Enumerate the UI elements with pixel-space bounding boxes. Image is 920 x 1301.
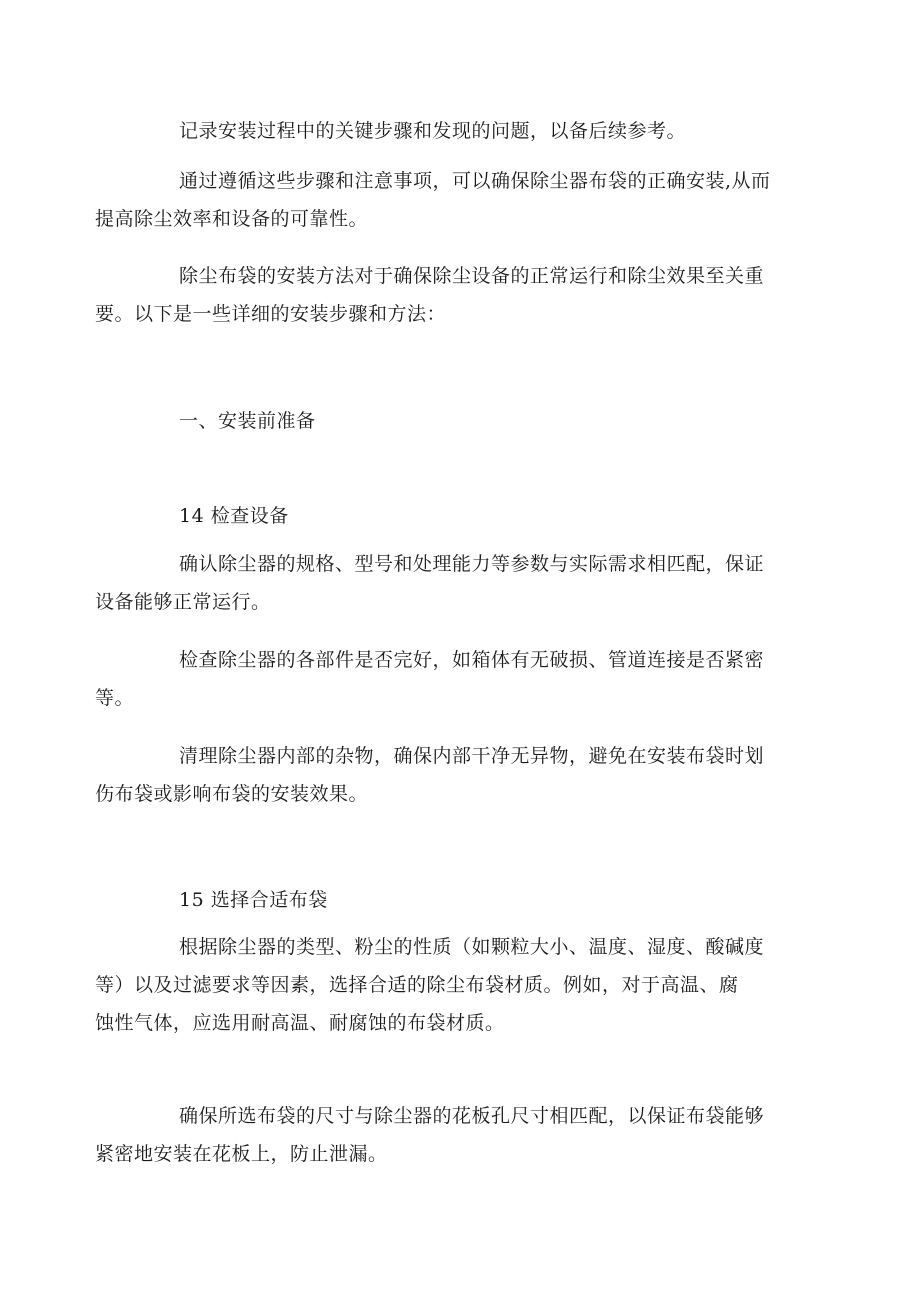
text-line: 确保所选布袋的尺寸与除尘器的花板孔尺寸相匹配，以保证布袋能够	[179, 1105, 765, 1127]
text-line: 根据除尘器的类型、粉尘的性质（如颗粒大小、温度、湿度、酸碱度	[179, 936, 765, 958]
paragraph-record-steps	[137, 112, 797, 150]
paragraph-select-material	[95, 928, 797, 1042]
section-heading-preparation: 一、安装前准备	[179, 410, 316, 432]
text-line: 蚀性气体，应选用耐高温、耐腐蚀的布袋材质。	[95, 1012, 505, 1034]
text-line: 等。	[95, 687, 135, 709]
text-line: 提高除尘效率和设备的可靠性。	[95, 208, 369, 230]
paragraph-clean-interior	[95, 737, 797, 813]
text-line: 等）以及过滤要求等因素，选择合适的除尘布袋材质。例如，对于高温、腐	[95, 974, 739, 996]
text-line: 检查除尘器的各部件是否完好，如箱体有无破损、管道连接是否紧密	[179, 649, 765, 671]
paragraph-install-method-intro	[95, 257, 797, 333]
subsection-heading-select-bag: 15 选择合适布袋	[179, 889, 328, 911]
text-line: 设备能够正常运行。	[95, 591, 271, 613]
text-line: 伤布袋或影响布袋的安装效果。	[95, 783, 369, 805]
text-line: 记录安装过程中的关键步骤和发现的问题，以备后续参考。	[179, 120, 687, 142]
paragraph-check-parts	[95, 641, 797, 717]
text-line: 紧密地安装在花板上，防止泄漏。	[95, 1143, 388, 1165]
paragraph-follow-steps	[95, 162, 797, 238]
text-line: 确认除尘器的规格、型号和处理能力等参数与实际需求相匹配，保证	[179, 553, 765, 575]
paragraph-bag-size	[95, 1097, 797, 1173]
subsection-heading-check-equipment: 14 检查设备	[179, 505, 289, 527]
text-line: 通过遵循这些步骤和注意事项，可以确保除尘器布袋的正确安装,从而	[179, 170, 771, 192]
text-line: 要。以下是一些详细的安装步骤和方法：	[95, 303, 447, 325]
text-line: 除尘布袋的安装方法对于确保除尘设备的正常运行和除尘效果至关重	[179, 265, 765, 287]
text-line: 清理除尘器内部的杂物，确保内部干净无异物，避免在安装布袋时划	[179, 745, 765, 767]
paragraph-confirm-specs	[95, 545, 797, 621]
